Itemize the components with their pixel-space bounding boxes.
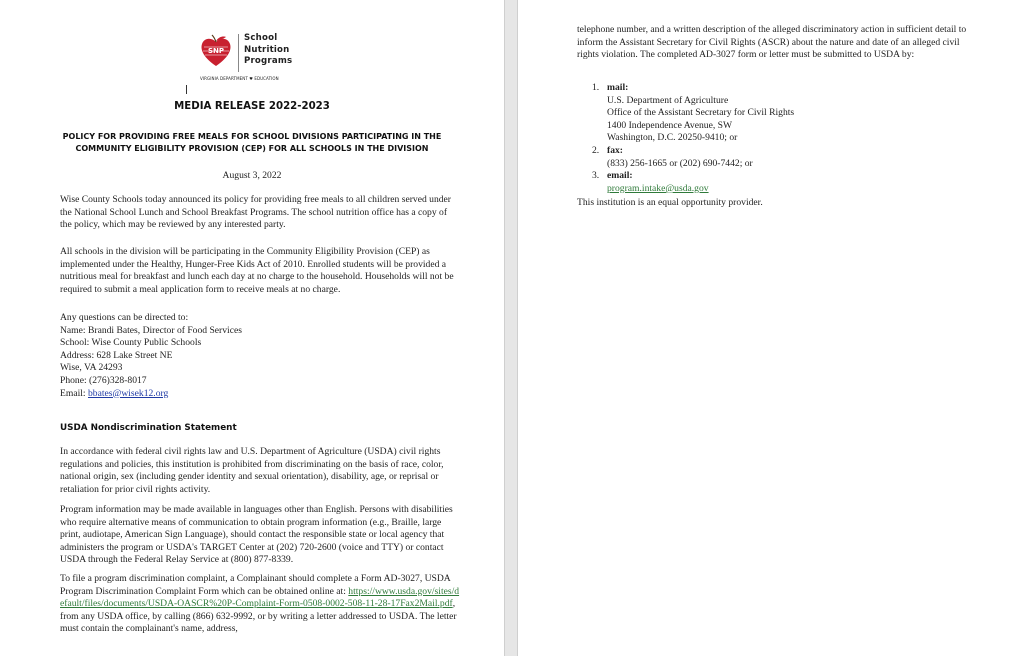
- apple-heart-icon: [200, 34, 232, 68]
- document-page-1: [0, 0, 504, 656]
- paragraph-continued: telephone number, and a written description of the alleged discriminatory action in sufficient detail to inform the Assistant Secretary for Civil Rights (ASCR) about the nature and date of an alleged civil rights violation. The completed AD-3027 form or letter must be submitted to USDA by:: [577, 24, 967, 61]
- contact-email-label: Email:: [60, 387, 88, 399]
- paragraph-cep: All schools in the division will be participating in the Community Eligibility Provision (CEP) as implemented under the Healthy, Hunger-Free Kids Act of 2010. Enrolled students will be provided a nutritious meal for breakfast and lunch each day at no charge to the household. Households will not be required to submit a meal application form to receive meals at no charge.: [60, 246, 454, 295]
- usda-email-link[interactable]: program.intake@usda.gov: [607, 182, 709, 194]
- complaint-form-link[interactable]: https://www.usda.gov/sites/default/files/documents/USDA-OASCR%20P-Complaint-Form-0508-0002-508-11-28-17Fax2Mail.pdf: [60, 585, 460, 610]
- list-item-mail: [578, 82, 958, 145]
- email-label: email:: [607, 170, 633, 182]
- svg-text:SNP: SNP: [207, 47, 225, 55]
- logo-line-2: Nutrition: [244, 44, 290, 55]
- document-page-2: [518, 0, 1024, 656]
- policy-heading: POLICY FOR PROVIDING FREE MEALS FOR SCHOOL DIVISIONS PARTICIPATING IN THE COMMUNITY ELIGIBILITY PROVISION (CEP) FOR ALL SCHOOLS IN THE DIVISION: [62, 132, 442, 154]
- contact-email-link[interactable]: bbates@wisek12.org: [87, 387, 169, 399]
- complaint-text-end: , from any USDA office, by calling (866) 632-9992, or by writing a letter addressed to USDA. The letter must contain the complainant's name, address,: [60, 598, 457, 635]
- nondiscrimination-heading: USDA Nondiscrimination Statement: [60, 423, 237, 433]
- equal-opportunity-statement: This institution is an equal opportunity provider.: [577, 197, 763, 208]
- contact-block: [60, 312, 460, 400]
- logo-line-3: Programs: [244, 56, 293, 66]
- complaint-text-start: To file a program discrimination complaint, a Complainant should complete a Form AD-3027, USDA Program Discrimination Complaint Form which can be obtained online at:: [60, 573, 451, 597]
- mail-line: 1400 Independence Avenue, SW: [607, 119, 733, 131]
- paragraph-announcement: Wise County Schools today announced its policy for providing free meals to all children served under the National School Lunch and School Breakfast Programs. The school nutrition office has a copy of the policy, which may be reviewed by any interested party.: [60, 194, 451, 231]
- mail-label: mail:: [607, 82, 629, 93]
- contact-address: Address: 628 Lake Street NE: [60, 349, 173, 361]
- contact-intro: Any questions can be directed to:: [60, 312, 189, 323]
- contact-email-row: [60, 388, 460, 401]
- contact-phone: Phone: (276)328-8017: [60, 374, 147, 386]
- mail-line: U.S. Department of Agriculture: [607, 94, 729, 106]
- submission-list: [578, 82, 958, 195]
- list-item-email: [578, 170, 958, 195]
- list-number: 3.: [592, 170, 600, 182]
- logo-line-1: School: [244, 33, 278, 43]
- fax-label: fax:: [607, 144, 623, 156]
- contact-city: Wise, VA 24293: [60, 362, 123, 374]
- fax-line: (833) 256-1665 or (202) 690-7442; or: [607, 157, 753, 169]
- paragraph-complaint: [60, 573, 460, 636]
- paragraph-civil-rights: In accordance with federal civil rights law and U.S. Department of Agriculture (USDA) civil rights regulations and policies, this institution is prohibited from discriminating on the basis of race, color, national origin, sex (including gender identity and sexual orientation), disability, age, or reprisal or retaliation for prior civil rights activity.: [60, 446, 444, 495]
- contact-school: School: Wise County Public Schools: [60, 337, 202, 349]
- list-item-fax: [578, 145, 958, 170]
- mail-line: Washington, D.C. 20250-9410; or: [607, 132, 738, 144]
- release-date: August 3, 2022: [222, 170, 282, 181]
- list-number: 2.: [592, 144, 600, 156]
- page-title: MEDIA RELEASE 2022-2023: [174, 101, 330, 112]
- list-number: 1.: [592, 82, 600, 93]
- snp-logo: [198, 32, 310, 86]
- text-cursor: [186, 85, 187, 94]
- mail-line: Office of the Assistant Secretary for Civil Rights: [607, 107, 795, 119]
- logo-subline: VIRGINIA DEPARTMENT ♥ EDUCATION: [200, 76, 279, 81]
- contact-name: Name: Brandi Bates, Director of Food Services: [60, 324, 242, 336]
- paragraph-program-info: Program information may be made available in languages other than English. Persons with disabilities who require alternative means of communication to obtain program information (e.g., Braille, large print, audiotape, American Sign Language), should contact the responsible state or local agency that administers the program or USDA's TARGET Center at (202) 720-2600 (voice and TTY) or contact USDA through the Federal Relay Service at (800) 877-8339.: [60, 504, 453, 566]
